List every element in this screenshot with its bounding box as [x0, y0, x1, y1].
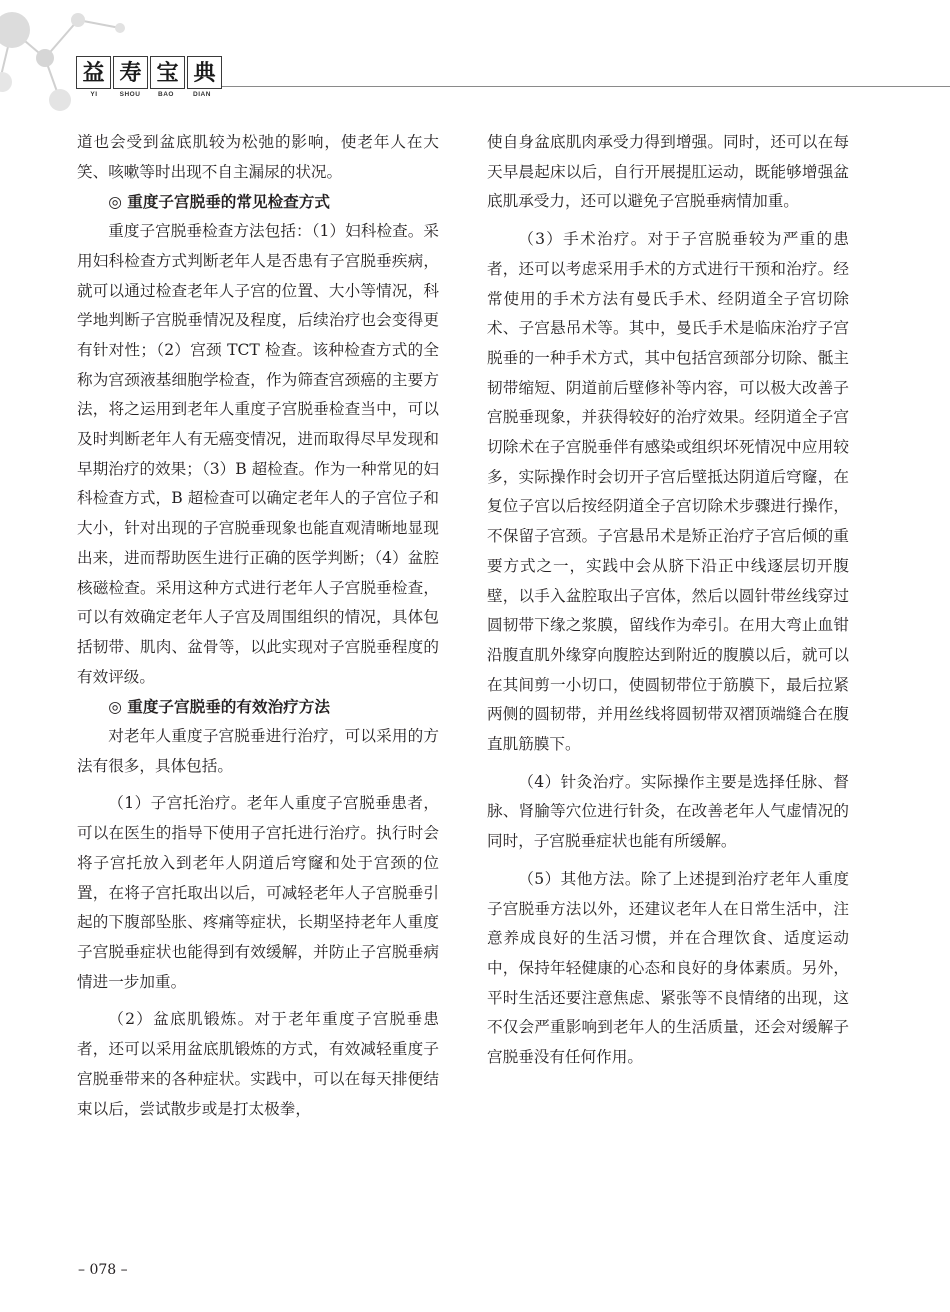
header-rule: [218, 86, 950, 87]
paragraph: 使自身盆底肌肉承受力得到增强。同时，还可以在每天早晨起床以后，自行开展提肛运动，既能够增强盆底肌承受力，还可以避免子宫脱垂病情加重。: [487, 133, 849, 211]
paragraph: （4）针灸治疗。实际操作主要是选择任脉、督脉、肾腧等穴位进行针灸，在改善老年人气虚情况的同时，子宫脱垂症状也能有所缓解。: [487, 772, 849, 851]
magazine-logo: [76, 56, 222, 89]
logo-char: 宝: [150, 56, 185, 89]
paragraph: 道也会受到盆底肌较为松弛的影响，使老年人在大笑、咳嗽等时出现不自主漏尿的状况。: [77, 133, 439, 181]
paragraph: （5）其他方法。除了上述提到治疗老年人重度子宫脱垂方法以外，还建议老年人在日常生活中，注意养成良好的生活习惯，并在合理饮食、适度运动中，保持年轻健康的心态和良好的身体素质。另外，平时生活还要注意焦虑、紧张等不良情绪的出现，这不仅会严重影响到老年人的生活质量，还会对缓解子宫脱垂没有任何作用。: [487, 869, 849, 1067]
paragraph: （2）盆底肌锻炼。对于老年重度子宫脱垂患者，还可以采用盆底肌锻炼的方式，有效减轻重度子宫脱垂带来的各种症状。实践中，可以在每天排便结束以后，尝试散步或是打太极拳，: [77, 1010, 439, 1118]
right-column: [487, 128, 849, 1073]
pinyin-label: SHOU: [119, 91, 141, 98]
logo-char: 典: [187, 56, 222, 89]
pinyin-label: YI: [90, 91, 98, 98]
left-column: [77, 128, 439, 1124]
section-heading: ◎ 重度子宫脱垂的常见检查方式: [108, 192, 330, 212]
section-heading: ◎ 重度子宫脱垂的有效治疗方法: [108, 697, 330, 717]
paragraph: （1）子宫托治疗。老年人重度子宫脱垂患者，可以在医生的指导下使用子宫托进行治疗。执行时会将子宫托放入到老年人阴道后穹窿和处于宫颈的位置，在将子宫托取出以后，可减轻老年人子宫脱垂引起的下腹部坠胀、疼痛等症状，长期坚持老年人重度子宫脱垂症状也能得到有效缓解，并防止子宫脱垂病情进一步加重。: [77, 794, 439, 991]
pinyin-label: BAO: [158, 91, 174, 98]
paragraph: （3）手术治疗。对于子宫脱垂较为严重的患者，还可以考虑采用手术的方式进行干预和治疗。经常使用的手术方法有曼氏手术、经阴道全子宫切除术、子宫悬吊术等。其中，曼氏手术是临床治疗子宫脱垂的一种手术方式，其中包括宫颈部分切除、骶主韧带缩短、阴道前后壁修补等内容，可以极大改善子宫脱垂现象，并获得较好的治疗效果。经阴道全子宫切除术在子宫脱垂伴有感染或组织坏死情况中应用较多，实际操作时会切开子宫后壁抵达阴道后穹窿，在复位子宫以后按经阴道全子宫切除术步骤进行操作，不保留子宫颈。子宫悬吊术是矫正治疗子宫后倾的重要方式之一，实践中会从脐下沿正中线逐层切开腹壁，以手入盆腔取出子宫体，然后以圆针带丝线穿过圆韧带下缘之浆膜，留线作为牵引。在用大弯止血钳沿腹直肌外缘穿向腹腔达到附近的腹膜以后，就可以在其间剪一小切口，使圆韧带位于筋膜下，最后拉紧两侧的圆韧带，并用丝线将圆韧带双褶顶端缝合在腹直肌筋膜下。: [487, 230, 849, 754]
paragraph: 对老年人重度子宫脱垂进行治疗，可以采用的方法有很多，具体包括。: [77, 727, 439, 775]
logo-pinyin: [76, 91, 220, 98]
page-number: – 078 –: [78, 1262, 128, 1278]
pinyin-label: DIAN: [193, 91, 211, 98]
paragraph: 重度子宫脱垂检查方法包括：（1）妇科检查。采用妇科检查方式判断老年人是否患有子宫脱垂疾病，就可以通过检查老年人子宫的位置、大小等情况，科学地判断子宫脱垂情况及程度，后续治疗也会变得更有针对性；（2）宫颈 TCT 检查。该种检查方式的全称为宫颈液基细胞学检查，作为筛查宫颈癌的主要方法，将之运用到老年人重度子宫脱垂检查当中，可以及时判断老年人有无癌变情况，进而取得尽早发现和早期治疗的效果；（3）B 超检查。作为一种常见的妇科检查方式，B 超检查可以确定老年人的子宫位子和大小，针对出现的子宫脱垂现象也能直观清晰地显现出来，进而帮助医生进行正确的医学判断；（4）盆腔核磁检查。采用这种方式进行老年人子宫脱垂检查，可以有效确定老年人子宫及周围组织的情况，具体包括韧带、肌肉、盆骨等，以此实现对子宫脱垂程度的有效评级。: [77, 222, 439, 686]
logo-char: 寿: [113, 56, 148, 89]
logo-char: 益: [76, 56, 111, 89]
